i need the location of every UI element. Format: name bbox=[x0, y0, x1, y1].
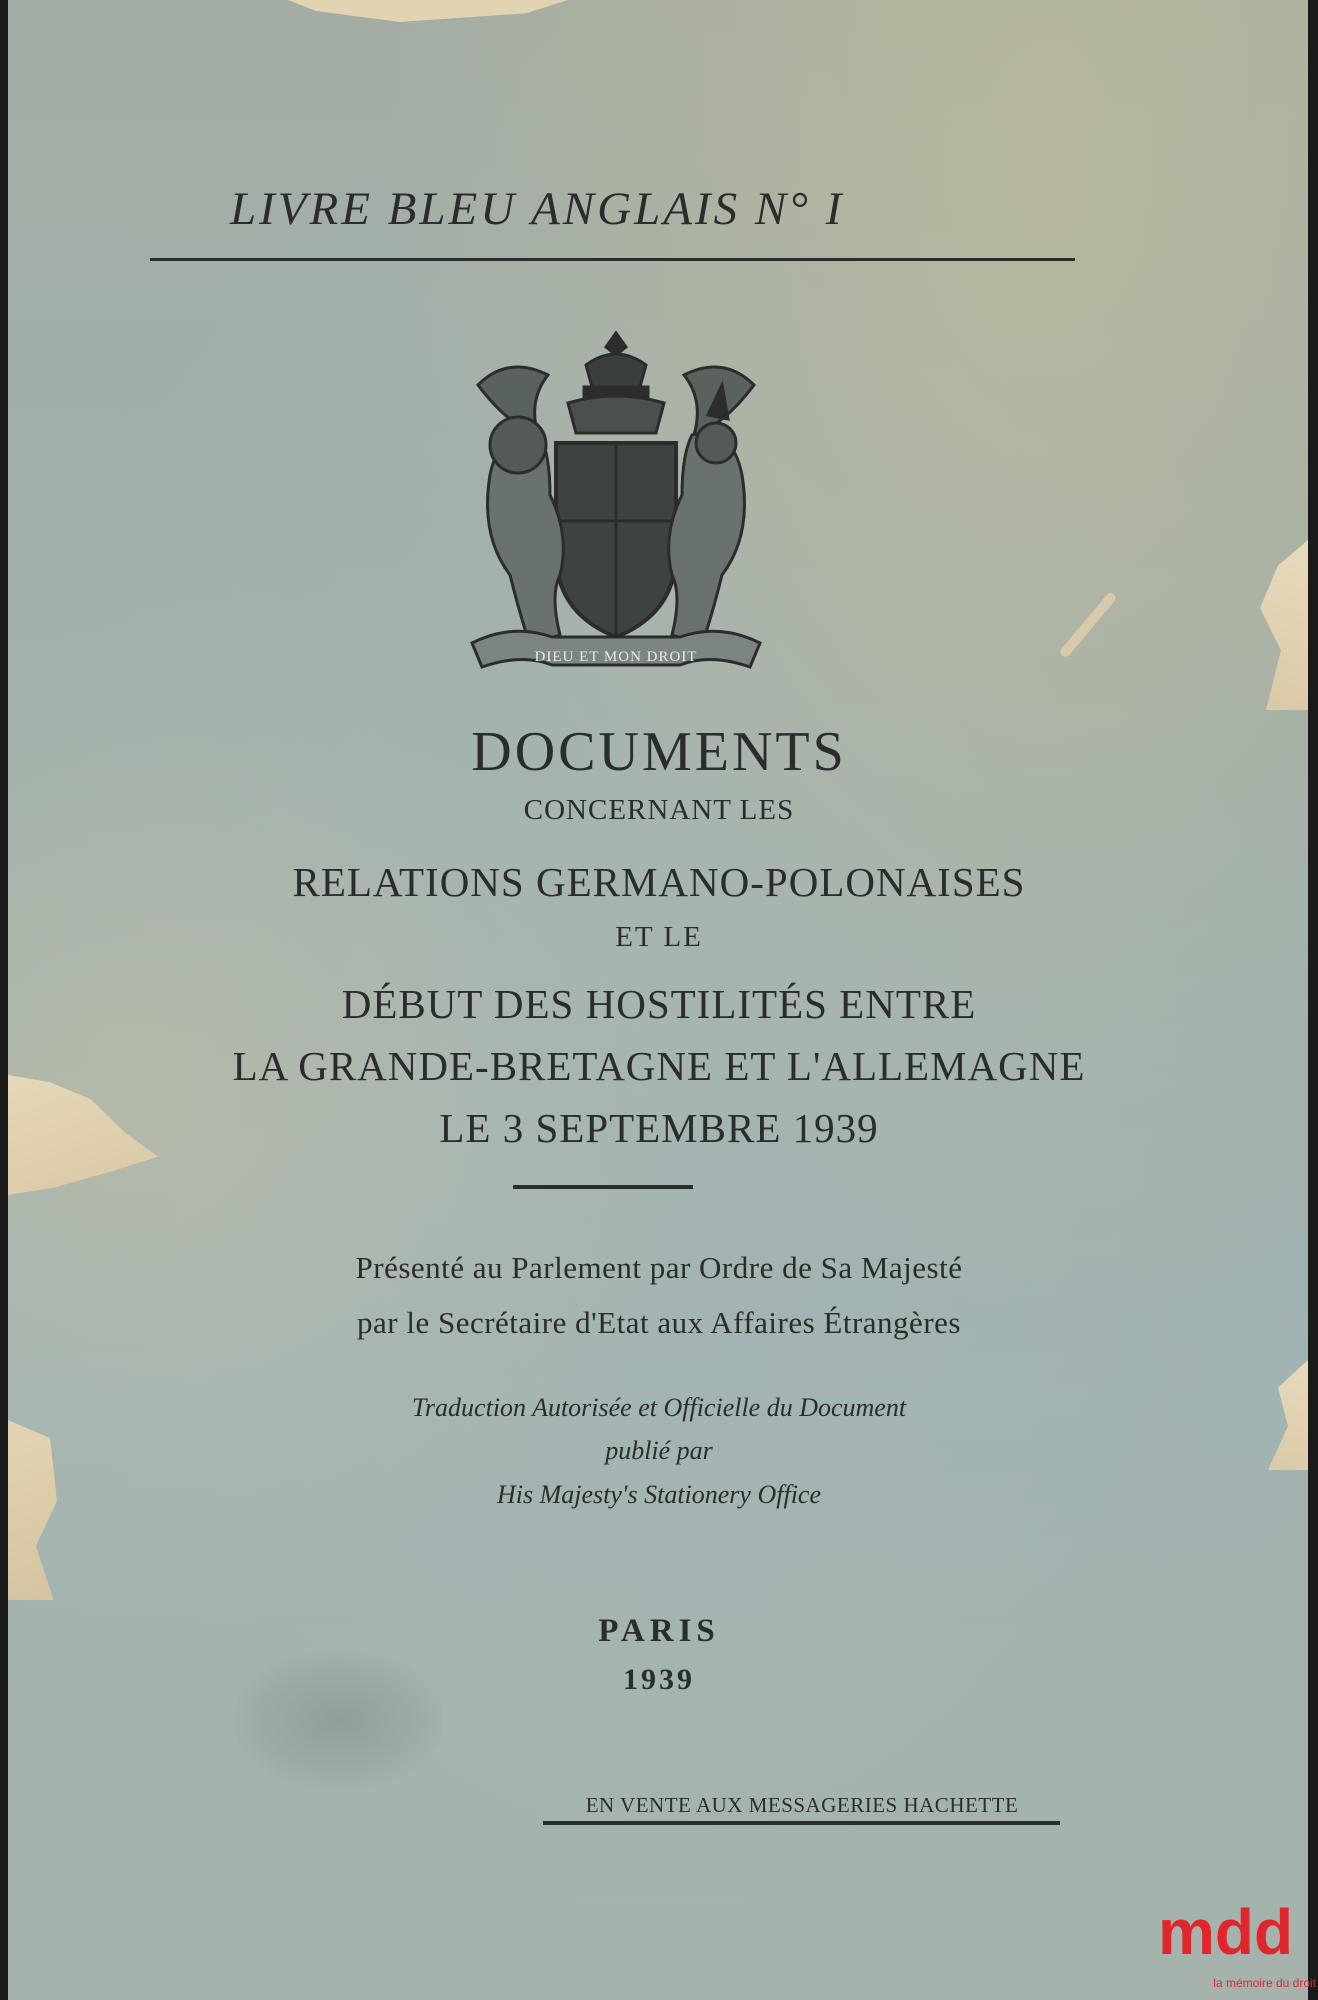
series-title: LIVRE BLEU ANGLAIS N° I bbox=[230, 183, 845, 235]
subtitle-grande-bretagne: LA GRANDE-BRETAGNE ET L'ALLEMAGNE bbox=[232, 1043, 1086, 1089]
series-underline bbox=[150, 258, 1075, 261]
translation-line-1: Traduction Autorisée et Officielle du Document bbox=[411, 1393, 907, 1422]
mdd-logo-icon bbox=[1158, 1892, 1318, 1972]
subtitle-concernant: CONCERNANT LES bbox=[523, 794, 795, 826]
mdd-logo-text: mdd bbox=[1158, 1896, 1294, 1968]
publication-place: PARIS bbox=[598, 1613, 720, 1649]
section-divider bbox=[513, 1185, 693, 1189]
subtitle-relations: RELATIONS GERMANO-POLONAISES bbox=[292, 859, 1026, 905]
paper-scratch bbox=[1058, 591, 1117, 659]
translation-line-3: His Majesty's Stationery Office bbox=[497, 1480, 821, 1509]
presented-line-1: Présenté au Parlement par Ordre de Sa Majesté bbox=[355, 1250, 963, 1285]
publication-year: 1939 bbox=[623, 1663, 695, 1696]
sale-notice-underline bbox=[543, 1821, 1060, 1825]
translation-line-2: publié par bbox=[605, 1436, 713, 1465]
crest-motto: DIEU ET MON DROIT bbox=[534, 649, 698, 665]
subtitle-et-le: ET LE bbox=[615, 921, 703, 953]
sale-notice: EN VENTE AUX MESSAGERIES HACHETTE bbox=[585, 1793, 1019, 1817]
subtitle-date: LE 3 SEPTEMBRE 1939 bbox=[439, 1105, 879, 1151]
presented-line-2: par le Secrétaire d'Etat aux Affaires Étrangères bbox=[357, 1305, 961, 1340]
mdd-watermark-logo bbox=[1158, 1892, 1318, 2000]
torn-edge-right bbox=[1248, 540, 1308, 710]
worn-top-edge bbox=[288, 0, 568, 22]
cover-title: DOCUMENTS bbox=[471, 721, 847, 783]
royal-coat-of-arms-icon bbox=[458, 325, 774, 685]
subtitle-debut: DÉBUT DES HOSTILITÉS ENTRE bbox=[341, 981, 977, 1027]
mdd-logo-caption: la mémoire du droit bbox=[1213, 1976, 1316, 1990]
